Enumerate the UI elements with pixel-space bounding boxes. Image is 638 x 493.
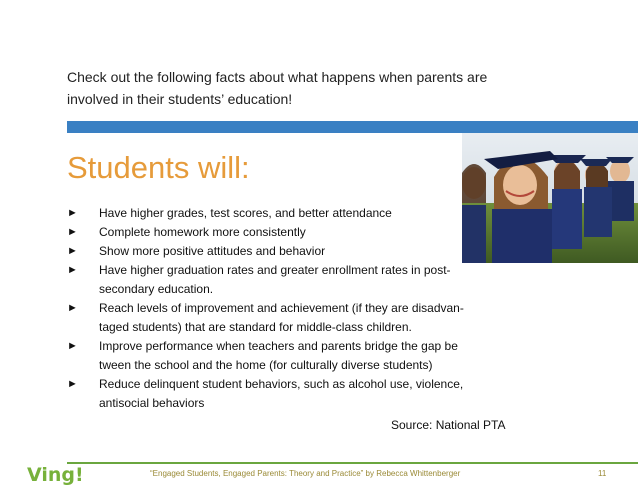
page-number: 11	[598, 469, 607, 478]
source-citation: Source: National PTA	[391, 418, 506, 432]
list-item: ► Have higher graduation rates and greater enrollment rates in post- secondary education.	[67, 263, 451, 296]
arrow-bullet-icon: ►	[67, 378, 78, 390]
ving-logo: Ving!	[27, 464, 84, 486]
footer-divider	[67, 462, 638, 464]
intro-line-1: Check out the following facts about what happens when parents are	[67, 69, 488, 85]
footer-citation: “Engaged Students, Engaged Parents: Theory and Practice” by Rebecca Whittenberger	[150, 469, 461, 478]
list-item: ► Reduce delinquent student behaviors, such as alcohol use, violence, antisocial behaviors	[67, 377, 464, 410]
bullet-list	[67, 204, 507, 413]
intro-line-2: involved in their students’ education!	[67, 91, 293, 107]
arrow-bullet-icon: ►	[67, 340, 78, 352]
arrow-bullet-icon: ►	[67, 226, 78, 238]
intro-text	[67, 66, 527, 110]
list-item: ► Reach levels of improvement and achievement (if they are disadvan- taged students) that are standard for middle-class children.	[67, 301, 464, 334]
list-item: ► Complete homework more consistently	[67, 223, 507, 242]
list-item: ► Have higher grades, test scores, and better attendance	[67, 204, 507, 223]
arrow-bullet-icon: ►	[67, 264, 78, 276]
list-item: ► Improve performance when teachers and parents bridge the gap be tween the school and the home (for culturally diverse students)	[67, 339, 458, 372]
arrow-bullet-icon: ►	[67, 207, 78, 219]
list-item: ► Show more positive attitudes and behavior	[67, 242, 507, 261]
arrow-bullet-icon: ►	[67, 245, 78, 257]
header-divider-bar	[67, 121, 638, 133]
arrow-bullet-icon: ►	[67, 302, 78, 314]
section-title: Students will:	[67, 150, 250, 185]
